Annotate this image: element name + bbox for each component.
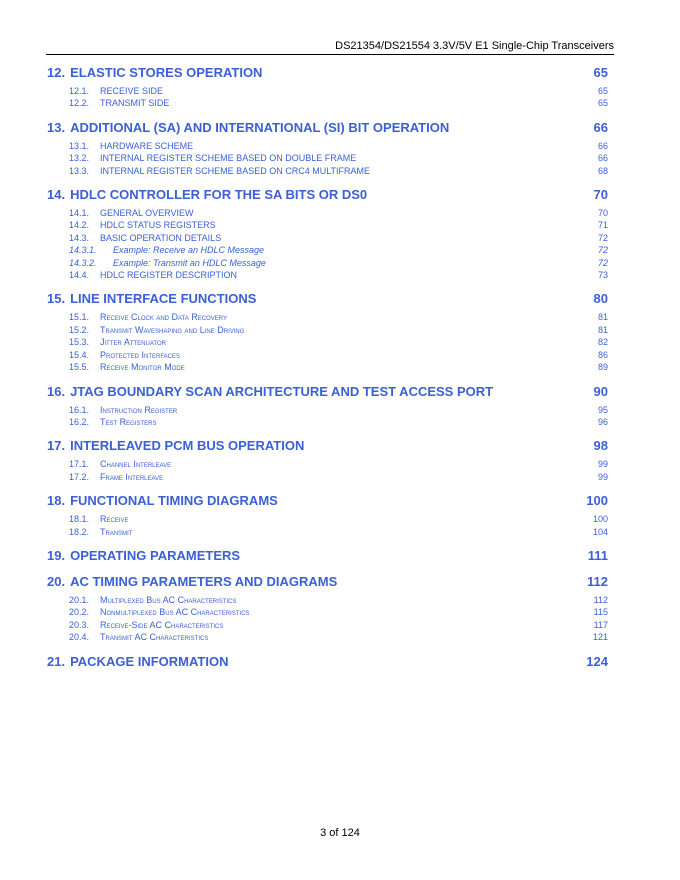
toc-entry-number: 14.3.2. xyxy=(69,257,97,268)
toc-entry-title: OPERATING PARAMETERS xyxy=(70,547,241,563)
toc-entry-title: RECEIVE SIDE xyxy=(100,86,164,96)
toc-entry-title: PACKAGE INFORMATION xyxy=(70,653,229,669)
toc-entry-title: Jitter Attenuator xyxy=(100,337,166,348)
toc-entry-page: 66 xyxy=(597,153,608,164)
toc-entry-page: 121 xyxy=(592,632,608,643)
toc-subsection-link[interactable] xyxy=(47,244,608,256)
toc-subsection-link[interactable] xyxy=(47,152,608,164)
toc-subsection-link[interactable] xyxy=(47,324,608,336)
page-number: 3 of 124 xyxy=(320,827,360,839)
toc-subsection-link[interactable] xyxy=(47,404,608,416)
toc-entry-page: 124 xyxy=(586,653,608,669)
toc-entry-title: Receive-Side AC Characteristics xyxy=(100,619,224,630)
toc-subsection-link[interactable] xyxy=(47,471,608,483)
toc-entry-title: HDLC CONTROLLER FOR THE SA BITS OR DS0 xyxy=(70,187,368,203)
toc-subsection-link[interactable] xyxy=(47,97,608,109)
toc-entry-page: 112 xyxy=(587,573,608,589)
toc-entry-page: 86 xyxy=(597,349,608,360)
toc-entry-page: 99 xyxy=(597,459,608,470)
toc-subsection-link[interactable] xyxy=(47,458,608,470)
toc-entry-page: 65 xyxy=(597,86,608,96)
toc-subsection-link[interactable] xyxy=(47,140,608,152)
toc-entry-number: 15.1. xyxy=(69,312,90,323)
toc-entry-number: 13.1. xyxy=(69,140,90,151)
toc-subsection-link[interactable] xyxy=(47,257,608,269)
toc-entry-number: 12.2. xyxy=(69,98,90,109)
toc-entry-title: HDLC STATUS REGISTERS xyxy=(100,220,216,231)
toc-entry-title: Frame Interleave xyxy=(100,471,164,482)
toc-entry-title: Example: Transmit an HDLC Message xyxy=(113,257,266,268)
toc-entry-number: 20.3. xyxy=(69,619,90,630)
toc-entry-page: 72 xyxy=(597,232,608,243)
toc-entry-number: 16.1. xyxy=(69,404,90,415)
toc-entry-number: 21. xyxy=(47,653,66,669)
toc-entry-page: 80 xyxy=(593,291,608,307)
toc-entry-title: Protected Interfaces xyxy=(100,349,181,360)
toc-entry-number: 17. xyxy=(47,438,66,454)
toc-entry-page: 104 xyxy=(592,526,608,537)
header-rule xyxy=(46,54,614,55)
toc-entry-page: 96 xyxy=(597,416,608,427)
toc-entry-number: 14.3.1. xyxy=(69,245,97,256)
toc-entry-page: 68 xyxy=(597,165,608,176)
toc-entry-title: JTAG BOUNDARY SCAN ARCHITECTURE AND TEST ACCESS PORT xyxy=(70,383,494,399)
toc-subsection-link[interactable] xyxy=(47,349,608,361)
toc-entry-number: 12.1. xyxy=(69,86,90,96)
page-header: DS21354/DS21554 3.3V/5V E1 Single-Chip Transceivers xyxy=(335,40,614,52)
toc-entry-page: 66 xyxy=(597,140,608,151)
toc-section-link[interactable] xyxy=(47,653,608,670)
toc-subsection-link[interactable] xyxy=(47,336,608,348)
toc-subsection-link[interactable] xyxy=(47,631,608,643)
toc-subsection-link[interactable] xyxy=(47,219,608,231)
toc-entry-number: 15.5. xyxy=(69,362,90,373)
toc-entry-page: 95 xyxy=(597,404,608,415)
toc-entry-page: 66 xyxy=(593,119,608,135)
toc-section-link[interactable] xyxy=(47,186,608,203)
toc-subsection-link[interactable] xyxy=(47,416,608,428)
toc-entry-page: 100 xyxy=(586,493,608,509)
toc-entry-number: 16. xyxy=(47,383,66,399)
toc-entry-title: Instruction Register xyxy=(100,404,178,415)
toc-entry-page: 70 xyxy=(593,187,608,203)
toc-entry-title: Nonmultiplexed Bus AC Characteristics xyxy=(100,607,250,618)
toc-section-link[interactable] xyxy=(47,573,608,590)
toc-entry-page: 81 xyxy=(597,312,608,323)
toc-subsection-link[interactable] xyxy=(47,526,608,538)
toc-entry-title: ELASTIC STORES OPERATION xyxy=(70,65,263,80)
toc-entry-title: GENERAL OVERVIEW xyxy=(100,208,194,219)
toc-entry-page: 73 xyxy=(597,270,608,281)
toc-entry-page: 71 xyxy=(597,220,608,231)
toc-entry-page: 65 xyxy=(593,65,608,80)
toc-entry-number: 20.2. xyxy=(69,607,90,618)
toc-entry-number: 13.2. xyxy=(69,153,90,164)
toc-entry-page: 82 xyxy=(597,337,608,348)
toc-entry-page: 90 xyxy=(593,383,608,399)
toc-entry-title: INTERLEAVED PCM BUS OPERATION xyxy=(70,438,305,454)
toc-entry-title: Transmit AC Characteristics xyxy=(100,632,209,643)
toc-subsection-link[interactable] xyxy=(47,207,608,219)
toc-entry-number: 14.2. xyxy=(69,220,90,231)
toc-entry-page: 72 xyxy=(597,257,608,268)
toc-entry-number: 17.1. xyxy=(69,459,90,470)
toc-section-link[interactable] xyxy=(47,437,608,454)
toc-entry-title: Receive Monitor Mode xyxy=(100,362,185,373)
toc-entry-page: 98 xyxy=(593,438,608,454)
toc-entry-number: 13. xyxy=(47,119,66,135)
toc-entry-number: 20.1. xyxy=(69,594,90,605)
toc-entry-title: INTERNAL REGISTER SCHEME BASED ON DOUBLE FRAME xyxy=(100,153,357,164)
toc-entry-number: 15. xyxy=(47,291,66,307)
toc-entry-title: ADDITIONAL (SA) AND INTERNATIONAL (SI) BIT OPERATION xyxy=(70,119,450,135)
toc-entry-number: 15.2. xyxy=(69,324,90,335)
toc-subsection-link[interactable] xyxy=(47,361,608,373)
toc-entry-title: Channel Interleave xyxy=(100,459,172,470)
toc-subsection-link[interactable] xyxy=(47,594,608,606)
toc-entry-title: LINE INTERFACE FUNCTIONS xyxy=(70,291,257,307)
toc-section-link[interactable] xyxy=(47,383,608,400)
toc-subsection-link[interactable] xyxy=(47,606,608,618)
toc-entry-title: Receive xyxy=(100,514,129,525)
toc-section-link[interactable] xyxy=(47,492,608,509)
toc-entry-number: 17.2. xyxy=(69,471,90,482)
toc-entry-number: 14. xyxy=(47,187,66,203)
toc-entry-number: 19. xyxy=(47,547,66,563)
toc-section-link[interactable] xyxy=(47,119,608,136)
toc-entry-title: INTERNAL REGISTER SCHEME BASED ON CRC4 MULTIFRAME xyxy=(100,165,371,176)
toc-entry-title: Transmit xyxy=(100,526,133,537)
toc-entry-title: HARDWARE SCHEME xyxy=(100,140,194,151)
toc-entry-number: 14.3. xyxy=(69,232,90,243)
toc-section-link[interactable] xyxy=(47,64,608,81)
toc-entry-title: AC TIMING PARAMETERS AND DIAGRAMS xyxy=(70,573,338,589)
toc-subsection-link[interactable] xyxy=(47,85,608,97)
toc-entry-page: 65 xyxy=(597,98,608,109)
toc-subsection-link[interactable] xyxy=(47,619,608,631)
toc-entry-number: 12. xyxy=(47,65,66,80)
toc-subsection-link[interactable] xyxy=(47,165,608,177)
toc-entry-page: 99 xyxy=(597,471,608,482)
toc-entry-number: 15.4. xyxy=(69,349,90,360)
toc-entry-page: 115 xyxy=(593,607,608,618)
toc-entry-title: Test Registers xyxy=(100,416,157,427)
toc-entry-number: 14.4. xyxy=(69,270,90,281)
toc-entry-title: Receive Clock and Data Recovery xyxy=(100,312,228,323)
toc-entry-number: 18.1. xyxy=(69,514,90,525)
toc-entry-number: 18.2. xyxy=(69,526,90,537)
toc-entry-page: 111 xyxy=(587,547,608,563)
toc-entry-title: Multiplexed Bus AC Characteristics xyxy=(100,594,237,605)
toc-entry-number: 20. xyxy=(47,573,66,589)
toc-entry-page: 117 xyxy=(593,619,608,630)
toc-entry-page: 72 xyxy=(597,245,608,256)
toc-entry-page: 70 xyxy=(597,208,608,219)
toc-entry-page: 81 xyxy=(597,324,608,335)
toc-subsection-link[interactable] xyxy=(47,269,608,281)
toc-entry-number: 13.3. xyxy=(69,165,90,176)
toc-entry-number: 15.3. xyxy=(69,337,90,348)
table-of-contents xyxy=(47,64,608,674)
toc-section-link[interactable] xyxy=(47,290,608,307)
toc-entry-number: 16.2. xyxy=(69,416,90,427)
toc-entry-page: 112 xyxy=(593,594,608,605)
toc-entry-title: TRANSMIT SIDE xyxy=(100,98,170,109)
toc-entry-title: Example: Receive an HDLC Message xyxy=(113,245,265,256)
toc-subsection-link[interactable] xyxy=(47,513,608,525)
toc-section-link[interactable] xyxy=(47,547,608,564)
toc-entry-title: Transmit Waveshaping and Line Driving xyxy=(100,324,245,335)
toc-entry-number: 14.1. xyxy=(69,208,90,219)
toc-entry-title: BASIC OPERATION DETAILS xyxy=(100,232,222,243)
toc-entry-title: FUNCTIONAL TIMING DIAGRAMS xyxy=(70,493,278,509)
toc-entry-page: 89 xyxy=(597,362,608,373)
toc-entry-number: 18. xyxy=(47,493,66,509)
toc-subsection-link[interactable] xyxy=(47,232,608,244)
toc-entry-number: 20.4. xyxy=(69,632,90,643)
toc-subsection-link[interactable] xyxy=(47,311,608,323)
toc-entry-title: HDLC REGISTER DESCRIPTION xyxy=(100,270,238,281)
toc-entry-page: 100 xyxy=(592,514,608,525)
